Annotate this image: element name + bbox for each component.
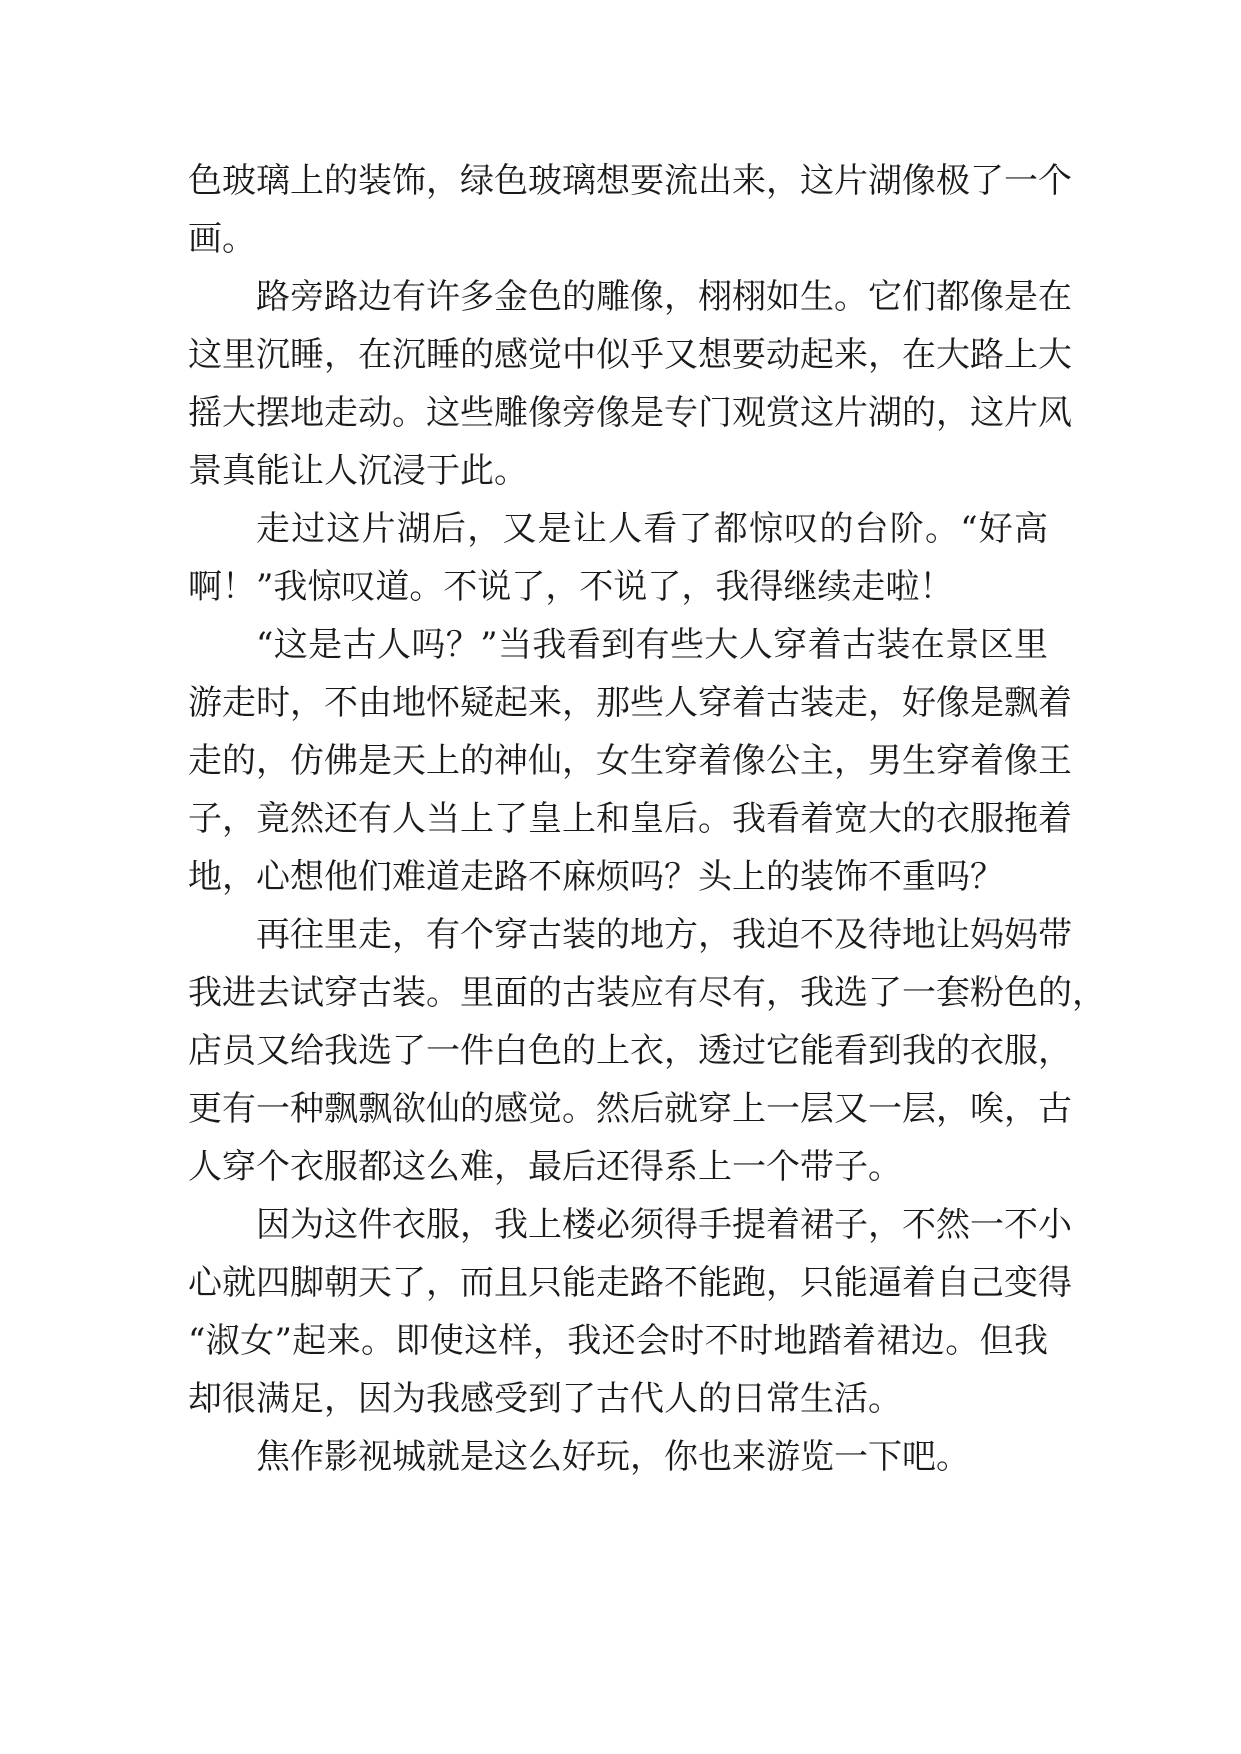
essay-body — [188, 152, 1106, 1486]
text-line: 再往里走，有个穿古装的地方，我迫不及待地让妈妈带 — [256, 915, 1072, 955]
text-line: “淑女”起来。即使这样，我还会时不时地踏着裙边。但我 — [188, 1321, 1048, 1361]
text-line: 色玻璃上的装饰，绿色玻璃想要流出来，这片湖像极了一个 — [188, 161, 1072, 201]
text-line: 画。 — [188, 219, 256, 259]
text-line: 景真能让人沉浸于此。 — [188, 451, 528, 491]
text-line: 我进去试穿古装。里面的古装应有尽有，我选了一套粉色的， — [188, 973, 1106, 1013]
text-line: 更有一种飘飘欲仙的感觉。然后就穿上一层又一层，唉，古 — [188, 1089, 1072, 1129]
text-line: 子，竟然还有人当上了皇上和皇后。我看着宽大的衣服拖着 — [188, 799, 1072, 839]
text-line: 走的，仿佛是天上的神仙，女生穿着像公主，男生穿着像王 — [188, 741, 1072, 781]
text-line: 啊！”我惊叹道。不说了，不说了，我得继续走啦！ — [188, 567, 954, 607]
text-line: 走过这片湖后，又是让人看了都惊叹的台阶。“好高 — [256, 509, 1048, 549]
text-line: 却很满足，因为我感受到了古代人的日常生活。 — [188, 1379, 902, 1419]
text-line: 因为这件衣服，我上楼必须得手提着裙子，不然一不小 — [256, 1205, 1072, 1245]
text-line: 焦作影视城就是这么好玩，你也来游览一下吧。 — [256, 1437, 970, 1477]
text-line: 摇大摆地走动。这些雕像旁像是专门观赏这片湖的，这片风 — [188, 393, 1072, 433]
text-line: 人穿个衣服都这么难，最后还得系上一个带子。 — [188, 1147, 902, 1187]
text-line: 店员又给我选了一件白色的上衣，透过它能看到我的衣服， — [188, 1031, 1072, 1071]
text-line: 路旁路边有许多金色的雕像，栩栩如生。它们都像是在 — [256, 277, 1072, 317]
text-line: 这里沉睡，在沉睡的感觉中似乎又想要动起来，在大路上大 — [188, 335, 1072, 375]
text-line: 地，心想他们难道走路不麻烦吗？头上的装饰不重吗？ — [188, 857, 1004, 897]
text-line: “这是古人吗？”当我看到有些大人穿着古装在景区里 — [256, 625, 1048, 665]
text-line: 心就四脚朝天了，而且只能走路不能跑，只能逼着自己变得 — [188, 1263, 1072, 1303]
text-line: 游走时，不由地怀疑起来，那些人穿着古装走，好像是飘着 — [188, 683, 1072, 723]
